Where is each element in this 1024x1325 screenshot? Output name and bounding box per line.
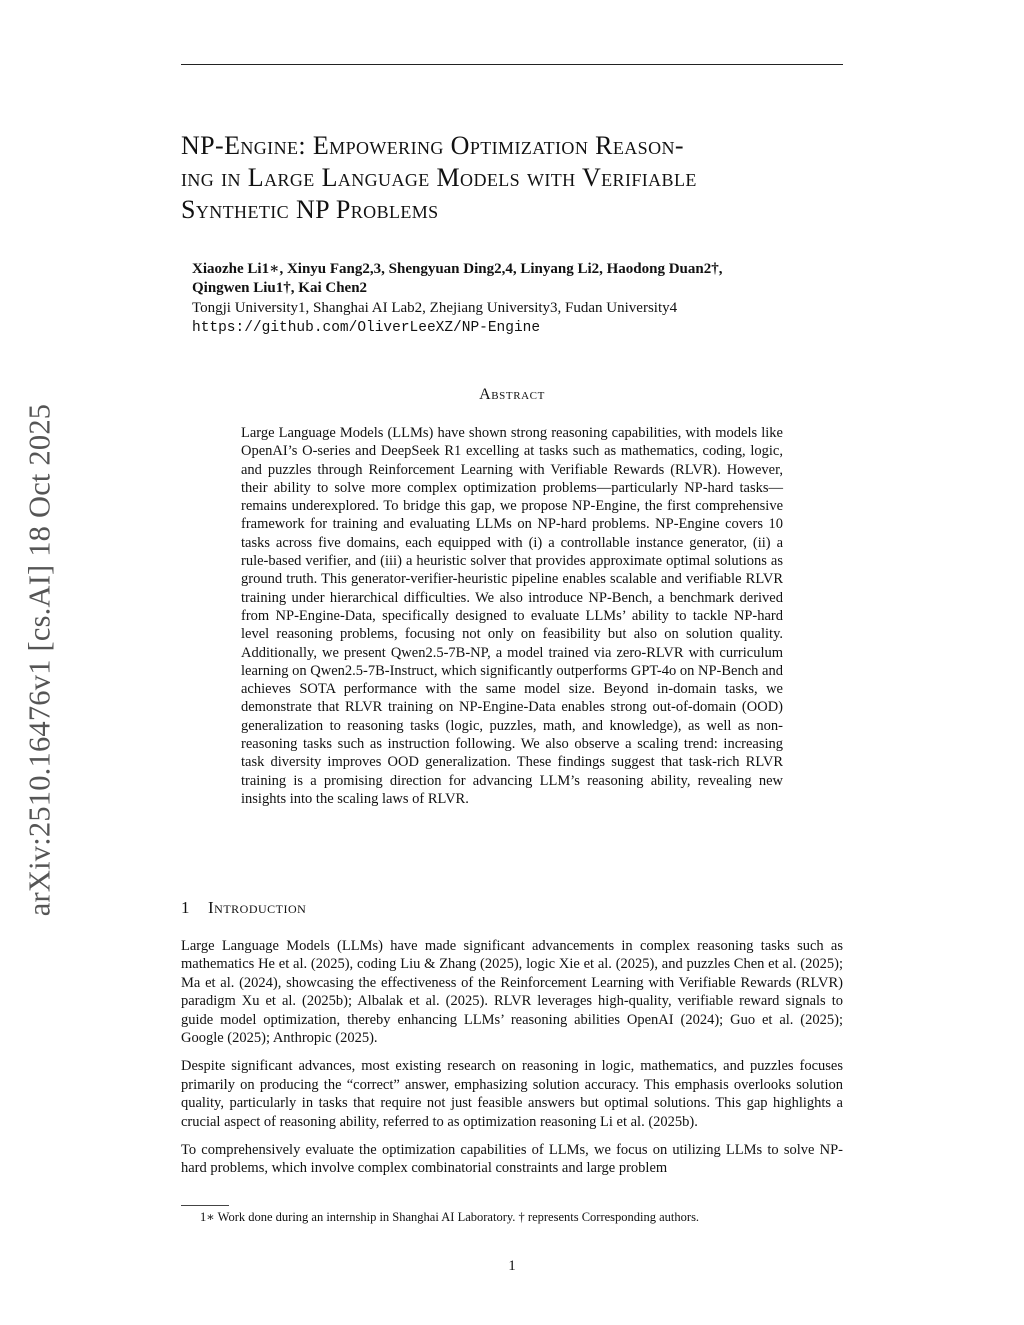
abstract-heading: Abstract (479, 386, 545, 403)
paragraph: Large Language Models (LLMs) have made significant advancements in complex reasoning tasks such as mathematics He et al. (2025), coding Liu & Zhang (2025), logic Xie et al. (2025), and puzzles Chen et al. (2025); Ma et al. (2024), showcasing the effectiveness of the Reinforcement Learning with Verifiable Rewards (RLVR) paradigm Xu et al. (2025b); Albalak et al. (2025). RLVR leverages high-quality, verifiable reward signals to guide model optimization, thereby enhancing LLMs’ reasoning abilities OpenAI (2024); Guo et al. (2025); Google (2025); Anthropic (2025). (181, 938, 843, 1047)
abstract-text: Large Language Models (LLMs) have shown strong reasoning capabilities, with models like OpenAI’s O-series and DeepSeek R1 excelling at tasks such as mathematics, coding, logic, and puzzles through Reinforcement Learning with Verifiable Rewards (RLVR). However, their ability to solve more complex optimization problems—particularly NP-hard tasks—remains underexplored. To bridge this gap, we propose NP-Engine, the first comprehensive framework for training and evaluating LLMs on NP-hard problems. NP-Engine covers 10 tasks across five domains, each equipped with (i) a controllable instance generator, (ii) a rule-based verifier, and (iii) a heuristic solver that provides approximate optimal solutions as ground truth. This generator-verifier-heuristic pipeline enables scalable and verifiable RLVR training under hierarchical difficulties. We also introduce NP-Bench, a benchmark derived from NP-Engine-Data, specifically designed to evaluate LLMs’ ability to tackle NP-hard level reasoning problems, focusing not only on feasibility but also on solution quality. Additionally, we present Qwen2.5-7B-NP, a model trained via zero-RLVR with curriculum learning on Qwen2.5-7B-Instruct, which significantly outperforms GPT-4o on NP-Bench and achieves SOTA performance with the same model size. Beyond in-domain tasks, we demonstrate that RLVR training on NP-Engine-Data enables strong out-of-domain (OOD) generalization to reasoning tasks (logic, puzzles, math, and knowledge), as well as non-reasoning tasks such as instruction following. We also observe a scaling trend: increasing task diversity improves OOD generalization. These findings suggest that task-rich RLVR training is a promising direction for advancing LLM’s reasoning ability, revealing new insights into the scaling laws of RLVR. (241, 425, 783, 807)
section-heading (181, 898, 306, 918)
affiliations: Tongji University1, Shanghai AI Lab2, Zhejiang University3, Fudan University4 (192, 300, 678, 316)
top-rule (181, 64, 843, 65)
title-line-3: Synthetic NP Problems (181, 195, 439, 224)
title-line-2: ing in Large Language Models with Verifiable (181, 163, 697, 192)
paragraph: Despite significant advances, most existing research on reasoning in logic, mathematics, and puzzles focuses primarily on producing the “correct” answer, emphasizing solution accuracy. This emphasis overlooks solution quality, particularly in tasks that require not just feasible answers but optimal solutions. This gap highlights a crucial aspect of reasoning ability, referred to as optimization reasoning Li et al. (2025b). (181, 1058, 843, 1130)
paper-title (181, 130, 851, 226)
author-line-1: Xiaozhe Li1∗, Xinyu Fang2,3, Shengyuan Ding2,4, Linyang Li2, Haodong Duan2†, (192, 261, 723, 277)
author-block (192, 260, 832, 338)
author-line-2: Qingwen Liu1†, Kai Chen2 (192, 280, 368, 296)
arxiv-identifier: arXiv:2510.16476v1 [cs.AI] 18 Oct 2025 (22, 403, 57, 917)
section-title: Introduction (208, 898, 307, 917)
section-number: 1 (181, 898, 190, 917)
page-number: 1 (508, 1258, 516, 1274)
footnote-rule (181, 1205, 229, 1206)
body-text (181, 937, 843, 1188)
repository-link[interactable]: https://github.com/OliverLeeXZ/NP-Engine (192, 320, 541, 336)
title-line-1: NP-Engine: Empowering Optimization Reason- (181, 131, 684, 160)
footnote: 1∗ Work done during an internship in Shanghai AI Laboratory. † represents Corresponding authors. (200, 1210, 700, 1224)
paragraph: To comprehensively evaluate the optimization capabilities of LLMs, we focus on utilizing LLMs to solve NP-hard problems, which involve complex combinatorial constraints and large problem (181, 1142, 843, 1177)
